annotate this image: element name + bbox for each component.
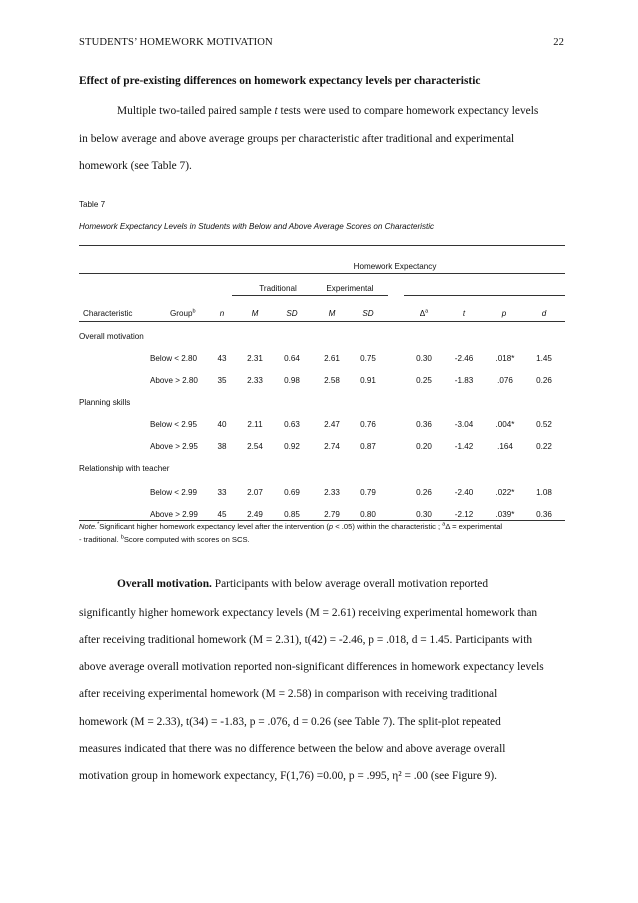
body-line-8: motivation group in homework expectancy, F(1,76) =0.00, p = .995, η² = .00 (see Figure 9). (79, 770, 497, 782)
cell-delta: 0.30 (416, 510, 432, 519)
cell-m-traditional: 2.07 (247, 488, 263, 497)
cell-p: .164 (497, 442, 513, 451)
cell-m-experimental: 2.79 (324, 510, 340, 519)
cell-sd-experimental: 0.79 (360, 488, 376, 497)
cell-d: 0.52 (536, 420, 552, 429)
col-header-characteristic: Characteristic (83, 309, 133, 318)
group-header-traditional: Traditional (259, 284, 297, 293)
cell-n: 43 (217, 354, 227, 363)
col-header-p: p (501, 309, 507, 318)
intro-line-3: homework (see Table 7). (79, 160, 192, 172)
cell-delta: 0.30 (416, 354, 432, 363)
cell-n: 45 (217, 510, 227, 519)
section-name: Relationship with teacher (79, 464, 170, 473)
cell-p: .039* (495, 510, 515, 519)
body-line-2: significantly higher homework expectancy levels (M = 2.61) receiving experimental homework than (79, 607, 538, 619)
span-header-homework-expectancy: Homework Expectancy (353, 262, 437, 271)
col-header-delta: $\Delta^a$ (419, 308, 429, 318)
column-header-rule (79, 321, 565, 322)
intro-line-1: Multiple two-tailed paired sample t tests were used to compare homework expectancy levels (117, 105, 539, 117)
cell-d: 0.22 (536, 442, 552, 451)
col-header-t: t (462, 309, 466, 318)
cell-d: 1.08 (536, 488, 552, 497)
group-header-rule-left (232, 295, 388, 296)
cell-n: 33 (217, 488, 227, 497)
cell-group: Above > 2.95 (150, 442, 198, 451)
col-header-m-experimental: M (328, 309, 336, 318)
section-name: Planning skills (79, 398, 131, 407)
cell-sd-traditional: 0.63 (284, 420, 300, 429)
intro-line-2: in below average and above average groups per characteristic after traditional and experimental (79, 133, 515, 145)
cell-sd-traditional: 0.69 (284, 488, 300, 497)
cell-sd-traditional: 0.98 (284, 376, 300, 385)
col-header-sd-experimental: SD (362, 309, 374, 318)
cell-p: .076 (497, 376, 513, 385)
cell-m-experimental: 2.74 (324, 442, 340, 451)
group-header-experimental: Experimental (326, 284, 374, 293)
group-header-rule-right (404, 295, 565, 296)
cell-delta: 0.36 (416, 420, 432, 429)
cell-sd-experimental: 0.91 (360, 376, 376, 385)
cell-p: .022* (495, 488, 515, 497)
table-label: Table 7 (79, 200, 106, 209)
cell-d: 0.26 (536, 376, 552, 385)
cell-m-experimental: 2.33 (324, 488, 340, 497)
cell-d: 1.45 (536, 354, 552, 363)
running-head: STUDENTS’ HOMEWORK MOTIVATION (79, 37, 273, 48)
body-line-5: after receiving experimental homework (M = 2.58) in comparison with receiving traditional (79, 688, 498, 700)
body-line-3: after receiving traditional homework (M = 2.31), t(42) = -2.46, p = .018, d = 1.45. Participants with (79, 634, 533, 646)
cell-m-traditional: 2.49 (247, 510, 263, 519)
cell-sd-experimental: 0.80 (360, 510, 376, 519)
table-note-line-2: - traditional. $^b$Score computed with scores on SCS. (79, 534, 250, 544)
col-header-m-traditional: M (251, 309, 259, 318)
col-header-n: n (219, 309, 225, 318)
body-line-6: homework (M = 2.33), t(34) = -1.83, p = .076, d = 0.26 (see Table 7). The split-plot repeated (79, 716, 501, 728)
cell-m-traditional: 2.54 (247, 442, 263, 451)
cell-n: 38 (217, 442, 227, 451)
cell-p: .018* (495, 354, 515, 363)
cell-delta: 0.26 (416, 488, 432, 497)
cell-group: Below < 2.80 (150, 354, 198, 363)
body-heading: Overall motivation. (117, 578, 212, 590)
body-line-1: Overall motivation. Participants with below average overall motivation reported (117, 578, 489, 590)
cell-n: 35 (217, 376, 227, 385)
cell-m-traditional: 2.11 (247, 420, 263, 429)
cell-delta: 0.20 (416, 442, 432, 451)
section-name: Overall motivation (79, 332, 144, 341)
table-bottom-rule (79, 520, 565, 521)
body-line-4: above average overall motivation reported non-significant differences in homework expectancy levels (79, 661, 544, 673)
cell-t: -2.40 (454, 488, 474, 497)
cell-m-experimental: 2.58 (324, 376, 340, 385)
page-number: 22 (553, 37, 564, 48)
cell-sd-experimental: 0.87 (360, 442, 376, 451)
cell-sd-traditional: 0.92 (284, 442, 300, 451)
span-header-rule (79, 273, 565, 274)
cell-sd-traditional: 0.64 (284, 354, 300, 363)
cell-m-traditional: 2.33 (247, 376, 263, 385)
cell-sd-experimental: 0.75 (360, 354, 376, 363)
body-line-7: measures indicated that there was no difference between the below and above average overall (79, 743, 506, 755)
cell-group: Above > 2.99 (150, 510, 198, 519)
table-top-rule (79, 245, 565, 246)
cell-t: -1.42 (454, 442, 474, 451)
cell-m-traditional: 2.31 (247, 354, 263, 363)
col-header-group: Group$^b$ (170, 308, 196, 318)
cell-m-experimental: 2.61 (324, 354, 340, 363)
cell-n: 40 (217, 420, 227, 429)
col-header-sd-traditional: SD (286, 309, 298, 318)
cell-t: -2.46 (454, 354, 474, 363)
cell-group: Below < 2.99 (150, 488, 198, 497)
cell-t: -1.83 (454, 376, 474, 385)
table-title: Homework Expectancy Levels in Students with Below and Above Average Scores on Characteristic (79, 222, 435, 231)
cell-d: 0.36 (536, 510, 552, 519)
cell-group: Above > 2.80 (150, 376, 198, 385)
table-note-line-1: Note.*Significant higher homework expectancy level after the intervention (p < .05) within the characteristic ; $^a$Δ = experimental (79, 521, 503, 531)
cell-delta: 0.25 (416, 376, 432, 385)
cell-sd-traditional: 0.85 (284, 510, 300, 519)
section-heading: Effect of pre-existing differences on homework expectancy levels per characteristic (79, 75, 481, 87)
cell-sd-experimental: 0.76 (360, 420, 376, 429)
cell-t: -2.12 (454, 510, 474, 519)
col-header-d: d (541, 309, 547, 318)
cell-group: Below < 2.95 (150, 420, 198, 429)
cell-m-experimental: 2.47 (324, 420, 340, 429)
cell-t: -3.04 (454, 420, 474, 429)
cell-p: .004* (495, 420, 515, 429)
